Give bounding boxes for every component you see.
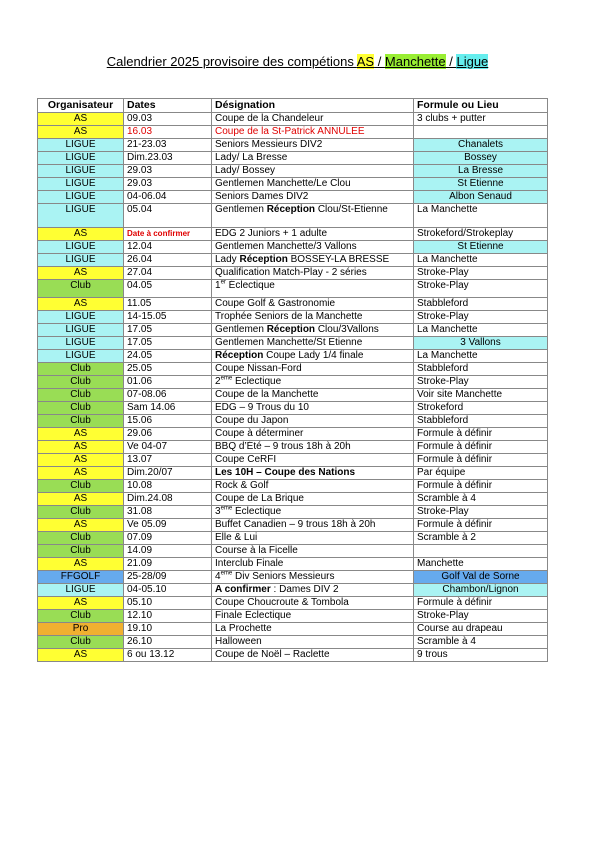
designation-text: Coupe Lady 1/4 finale xyxy=(263,350,364,361)
designation-text: BOSSEY-LA BRESSE xyxy=(287,254,390,265)
table-row xyxy=(38,178,548,191)
cell-lieu: Stroke-Play xyxy=(414,280,548,298)
cell-date: Sam 14.06 xyxy=(124,402,212,415)
cell-designation xyxy=(212,280,414,298)
table-row xyxy=(38,113,548,126)
table-row xyxy=(38,254,548,267)
table-row xyxy=(38,649,548,662)
designation-bold: Réception xyxy=(215,350,264,361)
cell-designation: Finale Éclectique xyxy=(212,610,414,623)
cell-designation: Gentlemen Manchette/Le Clou xyxy=(212,178,414,191)
table-row xyxy=(38,165,548,178)
designation-text: Clou/3Vallons xyxy=(315,324,379,335)
cell-organisateur: AS xyxy=(38,519,124,532)
cell-date: 16.03 xyxy=(124,126,212,139)
cell-lieu: Stabbleford xyxy=(414,363,548,376)
cell-designation xyxy=(212,571,414,584)
cell-designation: Qualification Match-Play - 2 séries xyxy=(212,267,414,280)
cell-designation xyxy=(212,350,414,363)
cell-lieu: Scramble à 4 xyxy=(414,493,548,506)
cell-date: 09.03 xyxy=(124,113,212,126)
cell-date: 15.06 xyxy=(124,415,212,428)
cell-organisateur: LIGUE xyxy=(38,337,124,350)
header-designation: Désignation xyxy=(212,99,414,113)
cell-date: 17.05 xyxy=(124,337,212,350)
cell-organisateur: AS xyxy=(38,228,124,241)
cell-designation: Lady/ La Bresse xyxy=(212,152,414,165)
cell-date: 14-15.05 xyxy=(124,311,212,324)
designation-superscript: ème xyxy=(220,375,233,382)
table-row xyxy=(38,441,548,454)
table-row xyxy=(38,363,548,376)
cell-designation: Coupe de la Manchette xyxy=(212,389,414,402)
table-row xyxy=(38,610,548,623)
cell-lieu: Golf Val de Sorne xyxy=(414,571,548,584)
cell-designation: Lady/ Bossey xyxy=(212,165,414,178)
cell-designation: Halloween xyxy=(212,636,414,649)
page-title xyxy=(0,54,595,69)
table-row xyxy=(38,324,548,337)
designation-superscript: er xyxy=(220,279,226,286)
cell-lieu: La Manchette xyxy=(414,254,548,267)
cell-date: 01.06 xyxy=(124,376,212,389)
cell-lieu: Par équipe xyxy=(414,467,548,480)
table-row xyxy=(38,337,548,350)
cell-organisateur: AS xyxy=(38,454,124,467)
table-row xyxy=(38,545,548,558)
cell-date: Date à confirmer xyxy=(124,228,212,241)
table-row xyxy=(38,597,548,610)
table-row xyxy=(38,298,548,311)
cell-lieu: Strokeford/Strokeplay xyxy=(414,228,548,241)
cell-date: 12.04 xyxy=(124,241,212,254)
table-row xyxy=(38,350,548,363)
cell-organisateur: Club xyxy=(38,506,124,519)
designation-text: Lady xyxy=(215,254,240,265)
cell-designation: Coupe du Japon xyxy=(212,415,414,428)
designation-text: Éclectique xyxy=(225,280,275,291)
cell-date: 17.05 xyxy=(124,324,212,337)
cell-date: 11.05 xyxy=(124,298,212,311)
title-manchette: Manchette xyxy=(384,54,446,69)
cell-date: 25.05 xyxy=(124,363,212,376)
designation-text: : Dames DIV 2 xyxy=(270,584,339,595)
designation-text: Clou/St-Etienne xyxy=(315,204,388,215)
designation-superscript: ème xyxy=(220,570,233,577)
cell-organisateur: LIGUE xyxy=(38,165,124,178)
cell-lieu: 3 clubs + putter xyxy=(414,113,548,126)
designation-text: Gentlemen xyxy=(215,204,267,215)
cell-date: 29.03 xyxy=(124,165,212,178)
designation-text: Div Seniors Messieurs xyxy=(232,571,335,582)
cell-organisateur: Club xyxy=(38,376,124,389)
designation-bold: Réception xyxy=(266,204,316,215)
table-row xyxy=(38,558,548,571)
cell-designation: Coupe Nissan-Ford xyxy=(212,363,414,376)
cell-lieu: Manchette xyxy=(414,558,548,571)
cell-designation: Seniors Dames DIV2 xyxy=(212,191,414,204)
designation-text: Éclectique xyxy=(232,376,282,387)
cell-organisateur: Club xyxy=(38,532,124,545)
table-row xyxy=(38,191,548,204)
cell-organisateur: LIGUE xyxy=(38,178,124,191)
cell-lieu: Stabbleford xyxy=(414,415,548,428)
designation-text: Gentlemen xyxy=(215,324,267,335)
designation-text: 3 xyxy=(215,506,221,517)
table-row xyxy=(38,241,548,254)
designation-bold: A confirmer xyxy=(215,584,271,595)
cell-lieu: Strokeford xyxy=(414,402,548,415)
cell-date: 05.10 xyxy=(124,597,212,610)
cell-lieu: Formule à définir xyxy=(414,480,548,493)
cell-date: 04-05.10 xyxy=(124,584,212,597)
cell-organisateur: AS xyxy=(38,441,124,454)
cell-designation: Coupe CeRFI xyxy=(212,454,414,467)
calendar-body xyxy=(38,113,548,662)
cell-date: 31.08 xyxy=(124,506,212,519)
cell-lieu xyxy=(414,126,548,139)
cell-organisateur: Pro xyxy=(38,623,124,636)
cell-organisateur: AS xyxy=(38,649,124,662)
cell-organisateur: LIGUE xyxy=(38,584,124,597)
cell-organisateur: Club xyxy=(38,610,124,623)
cell-date: 29.03 xyxy=(124,178,212,191)
designation-text: 1 xyxy=(215,280,221,291)
table-row xyxy=(38,267,548,280)
cell-designation: Coupe de La Brique xyxy=(212,493,414,506)
cell-designation xyxy=(212,376,414,389)
cell-organisateur: Club xyxy=(38,480,124,493)
cell-date: 26.04 xyxy=(124,254,212,267)
cell-organisateur: AS xyxy=(38,267,124,280)
cell-designation xyxy=(212,467,414,480)
cell-organisateur: LIGUE xyxy=(38,241,124,254)
designation-bold: Réception xyxy=(266,324,316,335)
cell-lieu: Stabbleford xyxy=(414,298,548,311)
cell-designation: EDG – 9 Trous du 10 xyxy=(212,402,414,415)
cell-designation: Interclub Finale xyxy=(212,558,414,571)
cell-lieu: La Manchette xyxy=(414,204,548,228)
cell-designation: BBQ d’Été – 9 trous 18h à 20h xyxy=(212,441,414,454)
cell-lieu: Stroke-Play xyxy=(414,267,548,280)
cell-date: Dim.20/07 xyxy=(124,467,212,480)
cell-designation: Gentlemen Manchette/St Etienne xyxy=(212,337,414,350)
cell-organisateur: LIGUE xyxy=(38,191,124,204)
cell-organisateur: AS xyxy=(38,298,124,311)
table-row xyxy=(38,139,548,152)
cell-lieu: Stroke-Play xyxy=(414,311,548,324)
table-row xyxy=(38,480,548,493)
cell-organisateur: AS xyxy=(38,428,124,441)
cell-lieu: Stroke-Play xyxy=(414,610,548,623)
cell-organisateur: Club xyxy=(38,363,124,376)
cell-organisateur: AS xyxy=(38,558,124,571)
table-row xyxy=(38,228,548,241)
table-row xyxy=(38,280,548,298)
table-row xyxy=(38,376,548,389)
cell-designation xyxy=(212,584,414,597)
cell-designation xyxy=(212,254,414,267)
table-row xyxy=(38,428,548,441)
cell-organisateur: AS xyxy=(38,126,124,139)
cell-organisateur: Club xyxy=(38,415,124,428)
cell-designation xyxy=(212,324,414,337)
table-row xyxy=(38,532,548,545)
table-row xyxy=(38,584,548,597)
cell-designation: Coupe Golf & Gastronomie xyxy=(212,298,414,311)
cell-designation: Rock & Golf xyxy=(212,480,414,493)
title-as: AS xyxy=(356,54,375,69)
header-lieu: Formule ou Lieu xyxy=(414,99,548,113)
cell-organisateur: FFGOLF xyxy=(38,571,124,584)
cell-date: 21-23.03 xyxy=(124,139,212,152)
table-row xyxy=(38,415,548,428)
cell-date: Dim.24.08 xyxy=(124,493,212,506)
cell-date: 04-06.04 xyxy=(124,191,212,204)
cell-lieu: Formule à définir xyxy=(414,597,548,610)
cell-designation: La Prochette xyxy=(212,623,414,636)
cell-lieu: Albon Senaud xyxy=(414,191,548,204)
cell-lieu: Chanalets xyxy=(414,139,548,152)
cell-designation: Coupe de Noël – Raclette xyxy=(212,649,414,662)
cell-lieu: Formule à définir xyxy=(414,441,548,454)
title-sep: / xyxy=(374,54,385,69)
cell-date: 24.05 xyxy=(124,350,212,363)
title-sep: / xyxy=(445,54,457,69)
cell-date: 12.10 xyxy=(124,610,212,623)
cell-organisateur: AS xyxy=(38,467,124,480)
cell-lieu: La Manchette xyxy=(414,324,548,337)
cell-date: 10.08 xyxy=(124,480,212,493)
designation-bold: Réception xyxy=(239,254,288,265)
cell-organisateur: AS xyxy=(38,493,124,506)
designation-text: Éclectique xyxy=(232,506,282,517)
cell-date: 07.09 xyxy=(124,532,212,545)
cell-designation: Coupe Choucroute & Tombola xyxy=(212,597,414,610)
table-row xyxy=(38,204,548,228)
cell-lieu: Formule à définir xyxy=(414,519,548,532)
table-row xyxy=(38,389,548,402)
cell-date: 27.04 xyxy=(124,267,212,280)
cell-designation: Elle & Lui xyxy=(212,532,414,545)
cell-organisateur: Club xyxy=(38,389,124,402)
cell-organisateur: LIGUE xyxy=(38,324,124,337)
cell-organisateur: LIGUE xyxy=(38,204,124,228)
cell-lieu: St Etienne xyxy=(414,241,548,254)
designation-bold: Les 10H – Coupe des Nations xyxy=(215,467,356,478)
cell-date: 07-08.06 xyxy=(124,389,212,402)
cell-date: 05.04 xyxy=(124,204,212,228)
title-prefix: Calendrier 2025 provisoire des compétions xyxy=(106,54,357,69)
cell-organisateur: LIGUE xyxy=(38,311,124,324)
cell-organisateur: LIGUE xyxy=(38,152,124,165)
table-row xyxy=(38,506,548,519)
cell-designation: Course à la Ficelle xyxy=(212,545,414,558)
cell-lieu: Formule à définir xyxy=(414,428,548,441)
cell-designation: Coupe à déterminer xyxy=(212,428,414,441)
cell-lieu: 9 trous xyxy=(414,649,548,662)
table-row xyxy=(38,454,548,467)
designation-superscript: ème xyxy=(220,505,233,512)
cell-organisateur: LIGUE xyxy=(38,350,124,363)
cell-designation xyxy=(212,204,414,228)
table-row xyxy=(38,467,548,480)
cell-lieu: Stroke-Play xyxy=(414,376,548,389)
cell-lieu: Scramble à 4 xyxy=(414,636,548,649)
cell-organisateur: LIGUE xyxy=(38,254,124,267)
cell-lieu: Bossey xyxy=(414,152,548,165)
designation-text: 2 xyxy=(215,376,221,387)
cell-date: 26.10 xyxy=(124,636,212,649)
cell-organisateur: AS xyxy=(38,597,124,610)
cell-date: 6 ou 13.12 xyxy=(124,649,212,662)
table-row xyxy=(38,636,548,649)
cell-date: Ve 04-07 xyxy=(124,441,212,454)
table-row xyxy=(38,571,548,584)
cell-lieu: Formule à définir xyxy=(414,454,548,467)
cell-organisateur: Club xyxy=(38,402,124,415)
cell-designation xyxy=(212,506,414,519)
cell-lieu: La Bresse xyxy=(414,165,548,178)
cell-date: 25-28/09 xyxy=(124,571,212,584)
cell-organisateur: Club xyxy=(38,280,124,298)
calendar-table xyxy=(37,98,548,662)
cell-lieu: Stroke-Play xyxy=(414,506,548,519)
cell-designation: Buffet Canadien – 9 trous 18h à 20h xyxy=(212,519,414,532)
cell-date: Ve 05.09 xyxy=(124,519,212,532)
cell-designation: Trophée Seniors de la Manchette xyxy=(212,311,414,324)
cell-date: 13.07 xyxy=(124,454,212,467)
cell-lieu: Chambon/Lignon xyxy=(414,584,548,597)
cell-organisateur: Club xyxy=(38,545,124,558)
cell-designation: Coupe de la Chandeleur xyxy=(212,113,414,126)
cell-lieu xyxy=(414,545,548,558)
table-row xyxy=(38,623,548,636)
table-row xyxy=(38,311,548,324)
cell-lieu: Course au drapeau xyxy=(414,623,548,636)
header-dates: Dates xyxy=(124,99,212,113)
cell-date: 14.09 xyxy=(124,545,212,558)
cell-designation: Coupe de la St-Patrick ANNULEE xyxy=(212,126,414,139)
cell-date: Dim.23.03 xyxy=(124,152,212,165)
table-row xyxy=(38,126,548,139)
cell-date: 19.10 xyxy=(124,623,212,636)
cell-lieu: La Manchette xyxy=(414,350,548,363)
cell-lieu: Scramble à 2 xyxy=(414,532,548,545)
cell-date: 29.06 xyxy=(124,428,212,441)
cell-organisateur: Club xyxy=(38,636,124,649)
title-ligue: Ligue xyxy=(456,54,489,69)
cell-lieu: Voir site Manchette xyxy=(414,389,548,402)
table-row xyxy=(38,519,548,532)
cell-designation: Seniors Messieurs DIV2 xyxy=(212,139,414,152)
table-row xyxy=(38,493,548,506)
table-header-row xyxy=(38,99,548,113)
designation-text: 4 xyxy=(215,571,221,582)
cell-organisateur: AS xyxy=(38,113,124,126)
cell-organisateur: LIGUE xyxy=(38,139,124,152)
table-row xyxy=(38,402,548,415)
cell-lieu: St Etienne xyxy=(414,178,548,191)
cell-lieu: 3 Vallons xyxy=(414,337,548,350)
cell-date: 21.09 xyxy=(124,558,212,571)
header-organisateur: Organisateur xyxy=(38,99,124,113)
cell-date: 04.05 xyxy=(124,280,212,298)
cell-designation: EDG 2 Juniors + 1 adulte xyxy=(212,228,414,241)
table-row xyxy=(38,152,548,165)
cell-designation: Gentlemen Manchette/3 Vallons xyxy=(212,241,414,254)
